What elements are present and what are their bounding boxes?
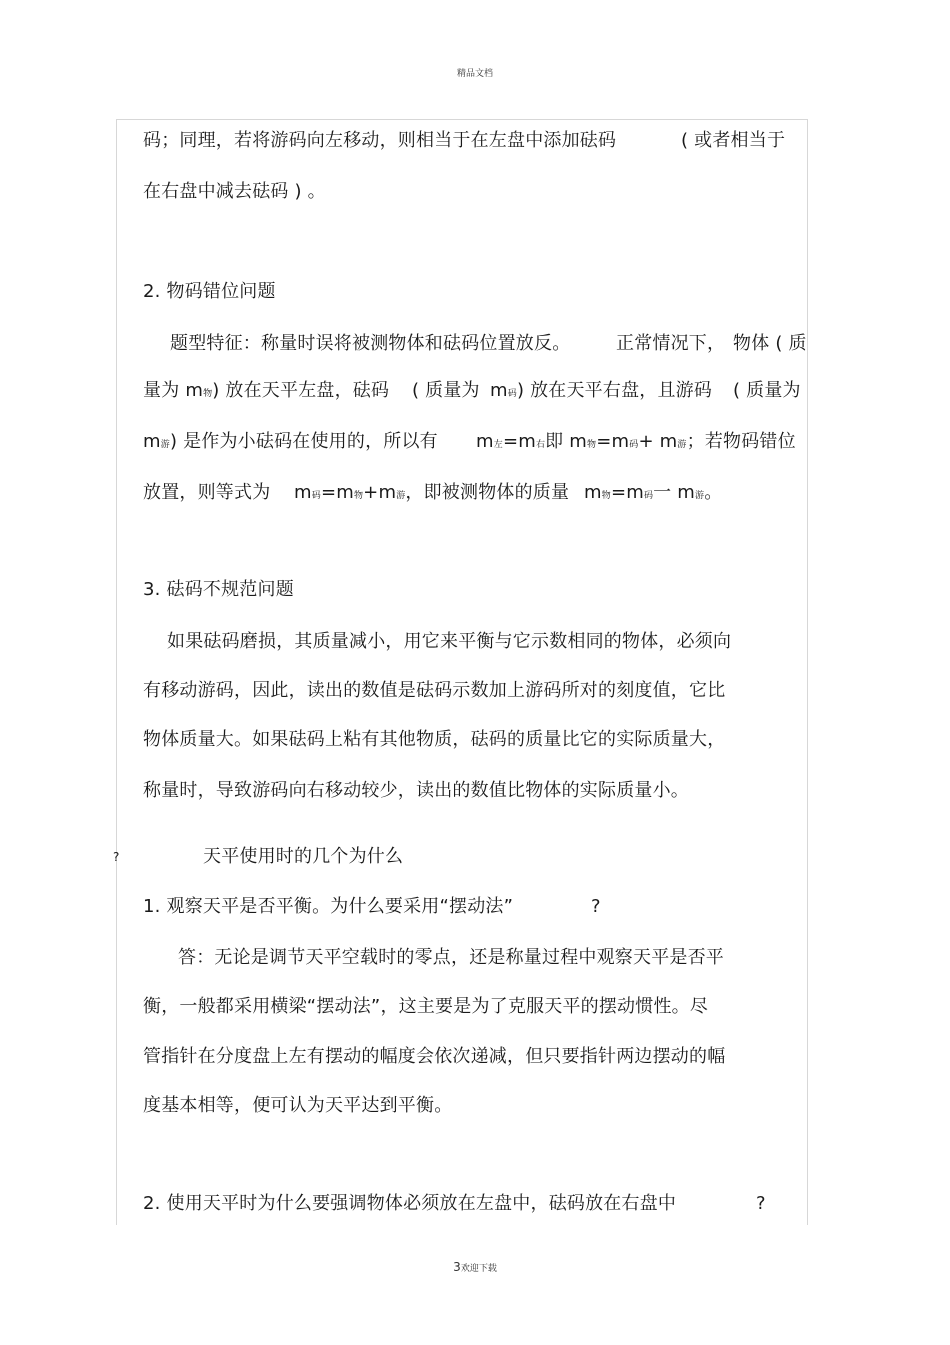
text: m	[476, 431, 494, 452]
formula-line	[733, 379, 801, 403]
question-mark: ?	[591, 896, 601, 917]
subscript: 码	[643, 491, 654, 501]
body-line: ( 或者相当于	[681, 130, 786, 151]
section-heading: 3. 砝码不规范问题	[143, 579, 294, 600]
body-line: 有移动游码，因此，读出的数值是砝码示数加上游码所对的刻度值，它比	[143, 680, 726, 701]
subscript: 右	[535, 440, 546, 450]
frame-left-border	[116, 119, 117, 1225]
text: =m	[320, 482, 354, 503]
text: ) 放在天平右盘，且游码	[516, 380, 713, 401]
question-heading: 2. 使用天平时为什么要强调物体必须放在左盘中，砝码放在右盘中	[143, 1193, 677, 1214]
body-line: 正常情况下，	[616, 333, 726, 354]
subscript: 游	[677, 440, 687, 450]
text: ；若物码错位	[686, 431, 796, 452]
subscript: 左	[493, 440, 503, 450]
subscript: 码	[311, 491, 321, 501]
body-line: 度基本相等，便可认为天平达到平衡。	[143, 1095, 453, 1116]
frame-right-border	[807, 119, 808, 1225]
body-line: 衡，一般都采用横梁“摆动法”，这主要是为了克服天平的摆动惯性。尽	[143, 996, 709, 1017]
body-line: 物体质量大。如果砝码上粘有其他物质，砝码的质量比它的实际质量大，	[143, 729, 726, 750]
formula-line	[143, 430, 438, 457]
text: +m	[363, 482, 397, 503]
text: ，即被测物体的质量	[405, 482, 570, 503]
part-title: 天平使用时的几个为什么	[203, 846, 404, 867]
body-line: 如果砝码磨损，其质量减小，用它来平衡与它示数相同的物体，必须向	[167, 631, 732, 652]
text: 量为 m	[143, 380, 204, 401]
formula-line	[584, 481, 722, 508]
subscript: 游	[396, 491, 406, 501]
question-heading: 1. 观察天平是否平衡。为什么要采用“摆动法”	[143, 896, 514, 917]
frame-top-border	[116, 119, 808, 120]
text: 一 m	[653, 482, 696, 503]
text: ( 质量为	[733, 380, 801, 401]
page-footer	[0, 1260, 950, 1274]
subscript: 游	[160, 440, 170, 450]
subscript: 物	[353, 491, 364, 501]
part-mark: ?	[113, 850, 120, 864]
subscript: 码	[629, 440, 639, 450]
text: m	[490, 380, 508, 401]
page-header: 精品文档	[456, 69, 493, 79]
footer-text: 欢迎下载	[460, 1264, 497, 1274]
text: =m	[610, 482, 644, 503]
text: 即 m	[545, 431, 588, 452]
formula-line	[490, 379, 712, 406]
body-line: 物体 ( 质	[733, 333, 807, 354]
formula-line	[143, 481, 270, 505]
text: m	[143, 431, 161, 452]
body-line: 题型特征：称量时误将被测物体和砝码位置放反。	[170, 333, 571, 354]
subscript: 物	[203, 389, 213, 399]
subscript: 码	[507, 389, 517, 399]
text: =m	[502, 431, 536, 452]
formula-line	[294, 481, 569, 508]
text: 。	[704, 482, 723, 503]
text: ) 放在天平左盘，砝码	[212, 380, 390, 401]
subscript: 物	[601, 491, 611, 501]
section-heading: 2. 物码错位问题	[143, 281, 276, 302]
text: 放置，则等式为	[143, 482, 271, 503]
text: =m	[596, 431, 630, 452]
question-mark: ?	[756, 1193, 766, 1214]
body-line: 称量时，导致游码向右移动较少，读出的数值比物体的实际质量小。	[143, 780, 689, 801]
text: + m	[638, 431, 678, 452]
formula-line	[412, 379, 480, 403]
page-number: 3	[453, 1260, 461, 1274]
subscript: 游	[695, 491, 705, 501]
body-line: 在右盘中减去砝码 ) 。	[143, 181, 326, 202]
subscript: 物	[587, 440, 597, 450]
text: m	[294, 482, 312, 503]
formula-line	[476, 430, 796, 457]
formula-line	[143, 379, 389, 406]
body-line: 码；同理，若将游码向左移动，则相当于在左盘中添加砝码	[143, 130, 617, 151]
text: m	[584, 482, 602, 503]
text: ( 质量为	[412, 380, 480, 401]
text: ) 是作为小砝码在使用的，所以有	[169, 431, 438, 452]
body-line: 管指针在分度盘上左有摆动的幅度会依次递减，但只要指针两边摆动的幅	[143, 1046, 726, 1067]
body-line: 答：无论是调节天平空载时的零点，还是称量过程中观察天平是否平	[178, 947, 724, 968]
